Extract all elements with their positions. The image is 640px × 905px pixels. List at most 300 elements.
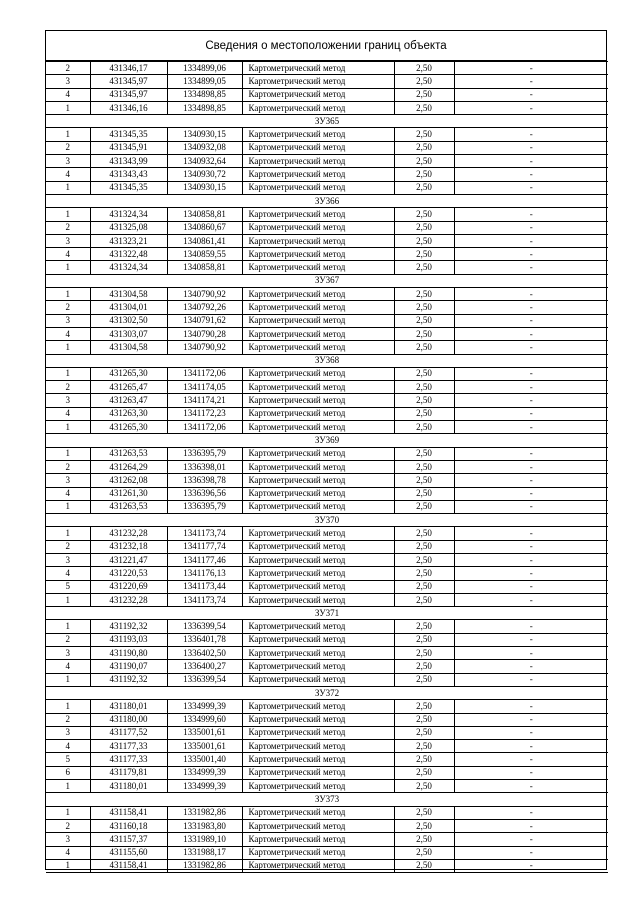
- point-number: 2: [46, 62, 90, 75]
- coordinate-y: 1331983,80: [167, 819, 242, 832]
- method-cell: Картометрический метод: [242, 740, 394, 753]
- method-cell: Картометрический метод: [242, 394, 394, 407]
- note-cell: -: [454, 141, 608, 154]
- coordinate-x: 431263,53: [90, 447, 167, 460]
- method-cell: Картометрический метод: [242, 234, 394, 247]
- coordinate-x: 431177,33: [90, 753, 167, 766]
- note-cell: -: [454, 713, 608, 726]
- note-cell: -: [454, 288, 608, 301]
- coordinate-x: 431343,43: [90, 168, 167, 181]
- point-number: 2: [46, 540, 90, 553]
- note-cell: -: [454, 846, 608, 859]
- note-cell: -: [454, 567, 608, 580]
- method-cell: Картометрический метод: [242, 647, 394, 660]
- coordinate-y: 1336398,01: [167, 460, 242, 473]
- method-cell: Картометрический метод: [242, 381, 394, 394]
- precision-cell: 2,50: [394, 660, 454, 673]
- note-cell: -: [454, 673, 608, 686]
- note-cell: -: [454, 221, 608, 234]
- table-row: [46, 620, 608, 633]
- note-cell: -: [454, 301, 608, 314]
- method-cell: Картометрический метод: [242, 248, 394, 261]
- table-row: [46, 168, 608, 181]
- method-cell: Картометрический метод: [242, 833, 394, 846]
- coordinate-x: 431220,69: [90, 580, 167, 593]
- coordinate-x: 431264,29: [90, 460, 167, 473]
- coordinate-x: 431346,16: [90, 101, 167, 114]
- point-number: 1: [46, 181, 90, 194]
- precision-cell: 2,50: [394, 261, 454, 274]
- coordinate-x: 431192,32: [90, 620, 167, 633]
- precision-cell: 2,50: [394, 713, 454, 726]
- method-cell: Картометрический метод: [242, 633, 394, 646]
- coordinate-x: 431180,00: [90, 713, 167, 726]
- coordinate-x: 431325,08: [90, 221, 167, 234]
- table-row: [46, 62, 608, 75]
- coordinate-x: 431179,81: [90, 766, 167, 779]
- method-cell: Картометрический метод: [242, 447, 394, 460]
- coordinate-x: 431220,53: [90, 567, 167, 580]
- table-row: [46, 407, 608, 420]
- point-number: 3: [46, 234, 90, 247]
- table-row: [46, 726, 608, 739]
- precision-cell: 2,50: [394, 381, 454, 394]
- coordinate-y: 1341176,13: [167, 567, 242, 580]
- note-cell: -: [454, 101, 608, 114]
- method-cell: Картометрический метод: [242, 141, 394, 154]
- point-number: 4: [46, 168, 90, 181]
- precision-cell: 2,50: [394, 726, 454, 739]
- method-cell: Картометрический метод: [242, 474, 394, 487]
- point-number: 4: [46, 846, 90, 859]
- precision-cell: 2,50: [394, 819, 454, 832]
- coordinate-y: 1334999,60: [167, 713, 242, 726]
- note-cell: -: [454, 474, 608, 487]
- point-number: 1: [46, 673, 90, 686]
- note-cell: -: [454, 327, 608, 340]
- precision-cell: 2,50: [394, 766, 454, 779]
- coordinate-y: 1336395,79: [167, 447, 242, 460]
- table-row: [46, 367, 608, 380]
- note-cell: -: [454, 859, 608, 872]
- table-row: [46, 859, 608, 872]
- note-cell: -: [454, 460, 608, 473]
- precision-cell: 2,50: [394, 567, 454, 580]
- point-number: 3: [46, 314, 90, 327]
- note-cell: -: [454, 314, 608, 327]
- section-header-row: [46, 354, 608, 367]
- note-cell: -: [454, 248, 608, 261]
- point-number: 2: [46, 221, 90, 234]
- precision-cell: 2,50: [394, 647, 454, 660]
- table-row: [46, 421, 608, 434]
- precision-cell: 2,50: [394, 633, 454, 646]
- coordinate-x: 431177,33: [90, 740, 167, 753]
- coordinates-table-body: [46, 62, 608, 873]
- method-cell: Картометрический метод: [242, 553, 394, 566]
- precision-cell: 2,50: [394, 394, 454, 407]
- note-cell: -: [454, 421, 608, 434]
- precision-cell: 2,50: [394, 75, 454, 88]
- coordinate-y: 1336398,78: [167, 474, 242, 487]
- coordinate-y: 1340932,64: [167, 155, 242, 168]
- precision-cell: 2,50: [394, 780, 454, 793]
- method-cell: Картометрический метод: [242, 261, 394, 274]
- table-row: [46, 447, 608, 460]
- note-cell: -: [454, 487, 608, 500]
- note-cell: -: [454, 700, 608, 713]
- table-row: [46, 381, 608, 394]
- note-cell: -: [454, 88, 608, 101]
- point-number: 4: [46, 327, 90, 340]
- table-row: [46, 155, 608, 168]
- note-cell: -: [454, 647, 608, 660]
- table-row: [46, 713, 608, 726]
- precision-cell: 2,50: [394, 421, 454, 434]
- point-number: 1: [46, 367, 90, 380]
- precision-cell: 2,50: [394, 301, 454, 314]
- table-row: [46, 780, 608, 793]
- note-cell: -: [454, 819, 608, 832]
- table-row: [46, 301, 608, 314]
- table-row: [46, 580, 608, 593]
- coordinate-x: 431324,34: [90, 261, 167, 274]
- precision-cell: 2,50: [394, 540, 454, 553]
- coordinate-y: 1341177,74: [167, 540, 242, 553]
- table-row: [46, 208, 608, 221]
- table-row: [46, 833, 608, 846]
- coordinate-x: 431345,35: [90, 128, 167, 141]
- coordinate-y: 1336401,78: [167, 633, 242, 646]
- method-cell: Картометрический метод: [242, 155, 394, 168]
- coordinate-y: 1334999,39: [167, 700, 242, 713]
- section-header-row: [46, 686, 608, 699]
- table-row: [46, 128, 608, 141]
- section-header-row: [46, 514, 608, 527]
- coordinate-y: 1341177,46: [167, 553, 242, 566]
- coordinate-x: 431262,08: [90, 474, 167, 487]
- note-cell: -: [454, 168, 608, 181]
- note-cell: -: [454, 261, 608, 274]
- point-number: 3: [46, 75, 90, 88]
- point-number: 1: [46, 593, 90, 606]
- table-row: [46, 261, 608, 274]
- precision-cell: 2,50: [394, 859, 454, 872]
- method-cell: Картометрический метод: [242, 753, 394, 766]
- method-cell: Картометрический метод: [242, 846, 394, 859]
- section-title: ЗУ368: [46, 354, 608, 367]
- note-cell: -: [454, 181, 608, 194]
- note-cell: -: [454, 341, 608, 354]
- point-number: 5: [46, 580, 90, 593]
- coordinate-x: 431323,21: [90, 234, 167, 247]
- precision-cell: 2,50: [394, 487, 454, 500]
- point-number: 2: [46, 381, 90, 394]
- section-title: ЗУ372: [46, 686, 608, 699]
- point-number: 3: [46, 394, 90, 407]
- coordinate-y: 1340791,62: [167, 314, 242, 327]
- point-number: 6: [46, 766, 90, 779]
- point-number: 1: [46, 208, 90, 221]
- point-number: 3: [46, 553, 90, 566]
- coordinate-y: 1340930,15: [167, 128, 242, 141]
- point-number: 2: [46, 301, 90, 314]
- note-cell: -: [454, 500, 608, 513]
- coordinate-y: 1341172,06: [167, 421, 242, 434]
- note-cell: -: [454, 753, 608, 766]
- coordinate-x: 431345,97: [90, 88, 167, 101]
- section-title: ЗУ367: [46, 274, 608, 287]
- coordinate-x: 431346,17: [90, 62, 167, 75]
- point-number: 1: [46, 128, 90, 141]
- coordinate-x: 431345,91: [90, 141, 167, 154]
- method-cell: Картометрический метод: [242, 367, 394, 380]
- coordinate-y: 1331988,17: [167, 846, 242, 859]
- table-row: [46, 474, 608, 487]
- method-cell: Картометрический метод: [242, 567, 394, 580]
- precision-cell: 2,50: [394, 620, 454, 633]
- coordinate-y: 1340930,15: [167, 181, 242, 194]
- point-number: 2: [46, 633, 90, 646]
- coordinate-x: 431160,18: [90, 819, 167, 832]
- precision-cell: 2,50: [394, 101, 454, 114]
- coordinate-x: 431155,60: [90, 846, 167, 859]
- note-cell: -: [454, 75, 608, 88]
- table-row: [46, 394, 608, 407]
- table-row: [46, 660, 608, 673]
- precision-cell: 2,50: [394, 673, 454, 686]
- point-number: 1: [46, 620, 90, 633]
- section-title: ЗУ370: [46, 514, 608, 527]
- note-cell: -: [454, 394, 608, 407]
- point-number: 1: [46, 500, 90, 513]
- table-row: [46, 553, 608, 566]
- method-cell: Картометрический метод: [242, 700, 394, 713]
- coordinate-x: 431158,41: [90, 859, 167, 872]
- note-cell: -: [454, 780, 608, 793]
- precision-cell: 2,50: [394, 155, 454, 168]
- coordinate-y: 1340859,55: [167, 248, 242, 261]
- coordinate-y: 1340932,08: [167, 141, 242, 154]
- table-row: [46, 500, 608, 513]
- note-cell: -: [454, 726, 608, 739]
- coordinate-x: 431193,03: [90, 633, 167, 646]
- method-cell: Картометрический метод: [242, 460, 394, 473]
- table-row: [46, 527, 608, 540]
- table-row: [46, 314, 608, 327]
- table-row: [46, 221, 608, 234]
- coordinate-x: 431190,07: [90, 660, 167, 673]
- precision-cell: 2,50: [394, 248, 454, 261]
- note-cell: -: [454, 553, 608, 566]
- section-title: ЗУ366: [46, 194, 608, 207]
- method-cell: Картометрический метод: [242, 221, 394, 234]
- method-cell: Картометрический метод: [242, 487, 394, 500]
- coordinate-x: 431263,30: [90, 407, 167, 420]
- coordinate-x: 431261,30: [90, 487, 167, 500]
- note-cell: -: [454, 128, 608, 141]
- table-row: [46, 647, 608, 660]
- precision-cell: 2,50: [394, 553, 454, 566]
- section-title: ЗУ373: [46, 793, 608, 806]
- precision-cell: 2,50: [394, 407, 454, 420]
- coordinate-y: 1336399,54: [167, 673, 242, 686]
- note-cell: -: [454, 660, 608, 673]
- coordinate-x: 431345,35: [90, 181, 167, 194]
- coordinate-x: 431302,50: [90, 314, 167, 327]
- section-title: ЗУ365: [46, 115, 608, 128]
- precision-cell: 2,50: [394, 580, 454, 593]
- point-number: 3: [46, 833, 90, 846]
- point-number: 1: [46, 341, 90, 354]
- note-cell: -: [454, 155, 608, 168]
- method-cell: Картометрический метод: [242, 168, 394, 181]
- coordinate-y: 1336395,79: [167, 500, 242, 513]
- point-number: 5: [46, 753, 90, 766]
- table-row: [46, 633, 608, 646]
- precision-cell: 2,50: [394, 128, 454, 141]
- coordinate-x: 431265,47: [90, 381, 167, 394]
- table-row: [46, 341, 608, 354]
- point-number: 4: [46, 248, 90, 261]
- point-number: 2: [46, 819, 90, 832]
- coordinate-y: 1335001,61: [167, 740, 242, 753]
- precision-cell: 2,50: [394, 221, 454, 234]
- coordinate-x: 431265,30: [90, 421, 167, 434]
- note-cell: -: [454, 407, 608, 420]
- precision-cell: 2,50: [394, 234, 454, 247]
- precision-cell: 2,50: [394, 168, 454, 181]
- note-cell: -: [454, 381, 608, 394]
- note-cell: -: [454, 208, 608, 221]
- coordinate-x: 431180,01: [90, 700, 167, 713]
- coordinate-x: 431177,52: [90, 726, 167, 739]
- method-cell: Картометрический метод: [242, 580, 394, 593]
- point-number: 4: [46, 407, 90, 420]
- method-cell: Картометрический метод: [242, 527, 394, 540]
- coordinate-y: 1341172,06: [167, 367, 242, 380]
- table-row: [46, 460, 608, 473]
- method-cell: Картометрический метод: [242, 819, 394, 832]
- precision-cell: 2,50: [394, 474, 454, 487]
- coordinate-y: 1334898,85: [167, 101, 242, 114]
- method-cell: Картометрический метод: [242, 128, 394, 141]
- table-row: [46, 75, 608, 88]
- table-row: [46, 248, 608, 261]
- coordinate-x: 431263,47: [90, 394, 167, 407]
- table-row: [46, 766, 608, 779]
- coordinate-x: 431322,48: [90, 248, 167, 261]
- precision-cell: 2,50: [394, 62, 454, 75]
- note-cell: -: [454, 620, 608, 633]
- coordinate-y: 1334899,06: [167, 62, 242, 75]
- method-cell: Картометрический метод: [242, 181, 394, 194]
- method-cell: Картометрический метод: [242, 341, 394, 354]
- coordinate-y: 1340930,72: [167, 168, 242, 181]
- method-cell: Картометрический метод: [242, 660, 394, 673]
- precision-cell: 2,50: [394, 88, 454, 101]
- precision-cell: 2,50: [394, 288, 454, 301]
- table-row: [46, 753, 608, 766]
- point-number: 2: [46, 713, 90, 726]
- coordinate-x: 431157,37: [90, 833, 167, 846]
- point-number: 4: [46, 487, 90, 500]
- table-row: [46, 487, 608, 500]
- coordinate-y: 1340858,81: [167, 208, 242, 221]
- coordinate-y: 1340861,41: [167, 234, 242, 247]
- section-header-row: [46, 607, 608, 620]
- coordinate-x: 431345,97: [90, 75, 167, 88]
- method-cell: Картометрический метод: [242, 540, 394, 553]
- precision-cell: 2,50: [394, 527, 454, 540]
- table-row: [46, 819, 608, 832]
- method-cell: Картометрический метод: [242, 407, 394, 420]
- method-cell: Картометрический метод: [242, 673, 394, 686]
- note-cell: -: [454, 740, 608, 753]
- coordinate-x: 431221,47: [90, 553, 167, 566]
- point-number: 1: [46, 421, 90, 434]
- coordinate-x: 431158,41: [90, 806, 167, 819]
- precision-cell: 2,50: [394, 700, 454, 713]
- note-cell: -: [454, 234, 608, 247]
- note-cell: -: [454, 540, 608, 553]
- precision-cell: 2,50: [394, 341, 454, 354]
- note-cell: -: [454, 367, 608, 380]
- point-number: 4: [46, 740, 90, 753]
- document-frame: [45, 30, 607, 870]
- coordinate-x: 431232,28: [90, 593, 167, 606]
- point-number: 2: [46, 141, 90, 154]
- method-cell: Картометрический метод: [242, 593, 394, 606]
- coordinate-y: 1335001,40: [167, 753, 242, 766]
- table-row: [46, 846, 608, 859]
- table-row: [46, 740, 608, 753]
- method-cell: Картометрический метод: [242, 726, 394, 739]
- point-number: 1: [46, 288, 90, 301]
- coordinate-y: 1341172,23: [167, 407, 242, 420]
- note-cell: -: [454, 580, 608, 593]
- precision-cell: 2,50: [394, 460, 454, 473]
- note-cell: -: [454, 806, 608, 819]
- precision-cell: 2,50: [394, 181, 454, 194]
- precision-cell: 2,50: [394, 141, 454, 154]
- method-cell: Картометрический метод: [242, 327, 394, 340]
- precision-cell: 2,50: [394, 367, 454, 380]
- point-number: 3: [46, 726, 90, 739]
- coordinate-y: 1340860,67: [167, 221, 242, 234]
- coordinate-y: 1336396,56: [167, 487, 242, 500]
- coordinate-y: 1341174,05: [167, 381, 242, 394]
- table-row: [46, 234, 608, 247]
- coordinate-y: 1334999,39: [167, 766, 242, 779]
- coordinate-y: 1331982,86: [167, 859, 242, 872]
- method-cell: Картометрический метод: [242, 780, 394, 793]
- coordinate-x: 431304,58: [90, 341, 167, 354]
- precision-cell: 2,50: [394, 753, 454, 766]
- point-number: 4: [46, 567, 90, 580]
- coordinates-table: [46, 61, 608, 873]
- coordinate-y: 1331989,10: [167, 833, 242, 846]
- method-cell: Картометрический метод: [242, 75, 394, 88]
- table-row: [46, 288, 608, 301]
- table-row: [46, 593, 608, 606]
- table-row: [46, 327, 608, 340]
- coordinate-y: 1340792,26: [167, 301, 242, 314]
- precision-cell: 2,50: [394, 314, 454, 327]
- coordinate-y: 1340790,92: [167, 288, 242, 301]
- coordinate-x: 431263,53: [90, 500, 167, 513]
- note-cell: -: [454, 593, 608, 606]
